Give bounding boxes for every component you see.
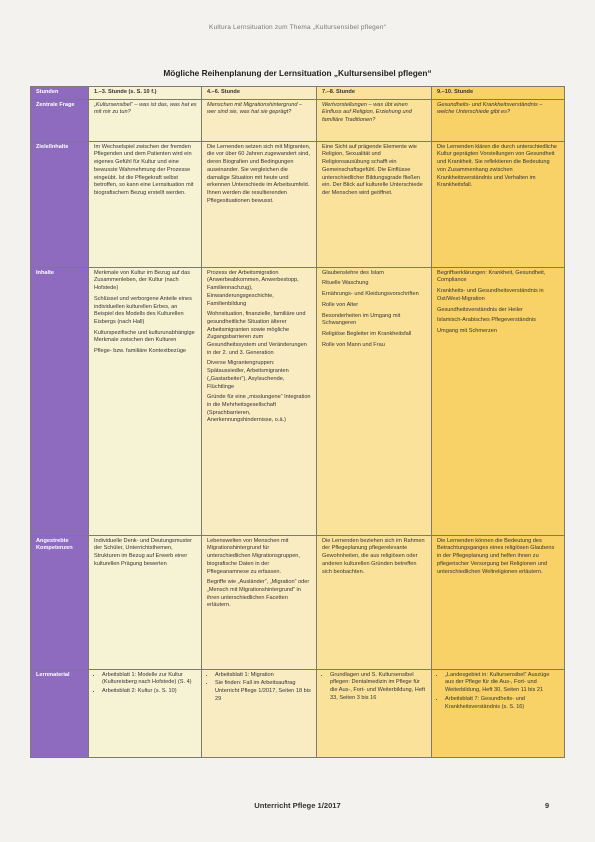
table-cell: Wertvorstellungen – was übt einen Einfluss auf Religion, Erziehung und familiäre Traditionen? — [317, 99, 432, 141]
row-label-stunden: Stunden — [31, 87, 89, 100]
list-item: Gesundheitsverständnis der Heiler — [437, 306, 523, 313]
table-cell — [202, 669, 317, 757]
list-item: Begriffe wie „Ausländer“, „Migration“ oder „Mensch mit Migrationshintergrund“ in ihren unterschiedlichen Facetten erläutern. — [207, 579, 310, 609]
table-cell: Menschen mit Migrationshintergrund – wer sind sie, was hat sie geprägt? — [202, 99, 317, 141]
table-header-row — [31, 87, 565, 100]
col-header-3: 7.–8. Stunde — [317, 87, 432, 100]
list-item: • Arbeitsblatt 7: Gesundheits- und Krankheitsverständnis (s. S. 16) — [445, 696, 560, 711]
row-label-ziele: Ziele/Inhalte — [31, 141, 89, 267]
list-item: Rolle von Alter — [322, 301, 359, 308]
table-row — [31, 535, 565, 669]
list-item: Prozess der Arbeitsmigration (Anwerbeabkommen, Anwerbestopp, Familiennachzug), Einwanderungsgeschichte, Familienbildung — [207, 269, 299, 307]
table-cell: Die Lernenden beziehen sich im Rahmen der Pflegeplanung pflegerelevante Gewohnheiten, die aus religiösen oder anderen kulturellen Gründen betreffen sich beobachten. — [317, 535, 432, 669]
footer-journal-issue: Unterricht Pflege 1/2017 — [254, 801, 341, 810]
table-row — [31, 141, 565, 267]
list-item: Diverse Migrantengruppen: Spätaussiedler, Arbeitsmigranten („Gastarbeiter“), Asylsuchende, Flüchtlinge — [207, 360, 289, 390]
page-number: 9 — [545, 801, 550, 810]
col-header-1: 1.–3. Stunde (s. S. 10 f.) — [89, 87, 202, 100]
list-item: Wohnsituation, finanzielle, familiäre und gesundheitliche Situation älterer Arbeitsmigranten sowie mögliche Zugangsbarrieren zum Gesundheitssystem und Veränderungen in der 2. und 3. Generation — [207, 311, 307, 356]
list-item: Pflege- bzw. familiäre Kontextbezüge — [94, 348, 187, 355]
list-item: Besonderheiten im Umgang mit Schwangeren — [322, 312, 401, 327]
list-item: Begriffserklärungen: Krankheit, Gesundheit, Compliance — [437, 269, 546, 284]
list-item: • Grundlagen und S. Kultursensibel pflegen: Dentalmedizin im Pflege für die Aus-, Fort- und Weiterbildung, Heft 33, Seiten 3 bis 16 — [330, 672, 427, 703]
table-cell — [89, 267, 202, 535]
table-cell: Die Lernenden setzen sich mit Migranten, die vor über 60 Jahren zugewandert sind, deren Biografien und Bedingungen auseinander. Sie vergleichen die damalige Situation mit heute und erkennen Unterschiede im Arbeitsumfeld. Ihnen werden die resultierenden Pflegesituationen bewusst. — [202, 141, 317, 267]
table-cell — [89, 669, 202, 757]
table-cell: Individuelle Denk- und Deutungsmuster der Schüler, Unterrichtsthemen, Strukturen im Bezug auf Erwerb einer kulturellen Prägung bewerten — [89, 535, 202, 669]
list-item: Merkmale von Kultur im Bezug auf das Zusammenleben, der Kultur (nach Hofstede) — [94, 269, 191, 292]
table-cell: Gesundheits- und Krankheitsverständnis – welche Unterschiede gibt es? — [432, 99, 565, 141]
list-item: Kulturspezifische und kulturunabhängige Merkmale zwischen den Kulturen — [94, 329, 195, 344]
table-row — [31, 99, 565, 141]
list-item: Rituelle Waschung — [322, 280, 369, 287]
table-cell — [432, 669, 565, 757]
row-label-zentrale-frage: Zentrale Frage — [31, 99, 89, 141]
row-label-inhalte: Inhalte — [31, 267, 89, 535]
col-header-2: 4.–6. Stunde — [202, 87, 317, 100]
list-item: • Arbeitsblatt 1: Modelle zur Kultur (Kultureisberg nach Hofstede) (S. 4) — [102, 672, 197, 687]
row-label-lernmaterial: Lernmaterial — [31, 669, 89, 757]
document-title: Mögliche Reihenplanung der Lernsituation „Kultursensibel pflegen“ — [163, 68, 432, 78]
table-cell: Die Lernenden können die Bedeutung des Betrachtungsganges eines religiösen Glaubens in der Pflegeplanung und helfen ihnen zu pflegerischer Versorgung bei Religionen und unterschiedlichen Weltreligionen erläutern. — [432, 535, 565, 669]
table-cell — [317, 669, 432, 757]
table-row — [31, 267, 565, 535]
table-row — [31, 669, 565, 757]
list-item: Islamisch-Arabisches Pflegeverständnis — [437, 317, 536, 324]
col-header-4: 9.–10. Stunde — [432, 87, 565, 100]
list-item: • Arbeitsblatt 1: Migration — [215, 672, 312, 680]
list-item: Religiöse Begleiter im Krankheitsfall — [322, 330, 412, 337]
table-cell — [202, 535, 317, 669]
table-cell: Im Wechselspiel zwischen der fremden Pflegenden und dem Patienten wird ein eigenes Gefühl für Kultur und eine bewusste Wahrnehmung der Prozesse eingeübt. Ist die Pflegekraft selbst betroffen, so kann eine Lernsituation mit biografischem Bezug erstellt werden. — [89, 141, 202, 267]
list-item: • „Landesgebiet in: Kultursensibel“ Auszüge aus der Pflege für die Aus-, Fort- und Weiterbildung, Heft 30, Seiten 11 bis 21 — [445, 672, 560, 695]
running-head: Kultura Lernsituation zum Thema „Kultursensibel pflegen“ — [209, 24, 386, 31]
list-item: Lebenswelten von Menschen mit Migrationshintergrund für unterschiedlichen Migrationsgruppen, biografische Daten in der Pflegeanamnese zu erfassen. — [207, 537, 300, 575]
lesson-plan-table — [30, 86, 565, 758]
table-cell — [432, 267, 565, 535]
list-item: Rolle von Mann und Frau — [322, 341, 385, 348]
list-item: Ernährungs- und Kleidungsvorschriften — [322, 291, 419, 298]
table-cell — [317, 267, 432, 535]
list-item: Glaubenslehre des Islam — [322, 269, 384, 276]
list-item: • Sie finden: Fall im Arbeitsauftrag Unterricht Pflege 1/2017, Seiten 18 bis 29 — [215, 680, 312, 703]
list-item: • Arbeitsblatt 2: Kultur (s. S. 10) — [102, 688, 197, 696]
table-cell: Eine Sicht auf prägende Elemente wie Religion, Sexualität und Religionsausübung schafft ein Gemeinschaftsgefühl. Die Einflüsse unterschiedlicher Bildungsgrade fließen ein. Der Blick auf kulturelle Unterschiede der Menschen wird geöffnet. — [317, 141, 432, 267]
list-item: Schlüssel und verborgene Anteile eines individuellen kulturellen Erbes, an Beispiel des Modells des Kulturellen Eisbergs (nach Hall) — [94, 295, 192, 325]
list-item: Gründe für eine „misslungene“ Integration in die Mehrheitsgesellschaft (Sprachbarrieren, Anerkennungshindernisse, o.ä.) — [207, 394, 311, 424]
list-item: Umgang mit Schmerzen — [437, 327, 497, 334]
table-cell: Die Lernenden klären die durch unterschiedliche Kultur geprägten Vorstellungen von Gesundheit und Krankheit. Sie reflektieren die Bedeutung von Zusammenhang zwischen Krankheitsverständnis und Verhalten im Krankheitsfall. — [432, 141, 565, 267]
row-label-kompetenzen: Angestrebte Kompetenzen — [31, 535, 89, 669]
table-cell — [202, 267, 317, 535]
table-cell: „Kultursensibel“ – was ist das, was hat es mit mir zu tun? — [89, 99, 202, 141]
list-item: Krankheits- und Gesundheitsverständnis in Ost/West-Migration — [437, 288, 544, 302]
